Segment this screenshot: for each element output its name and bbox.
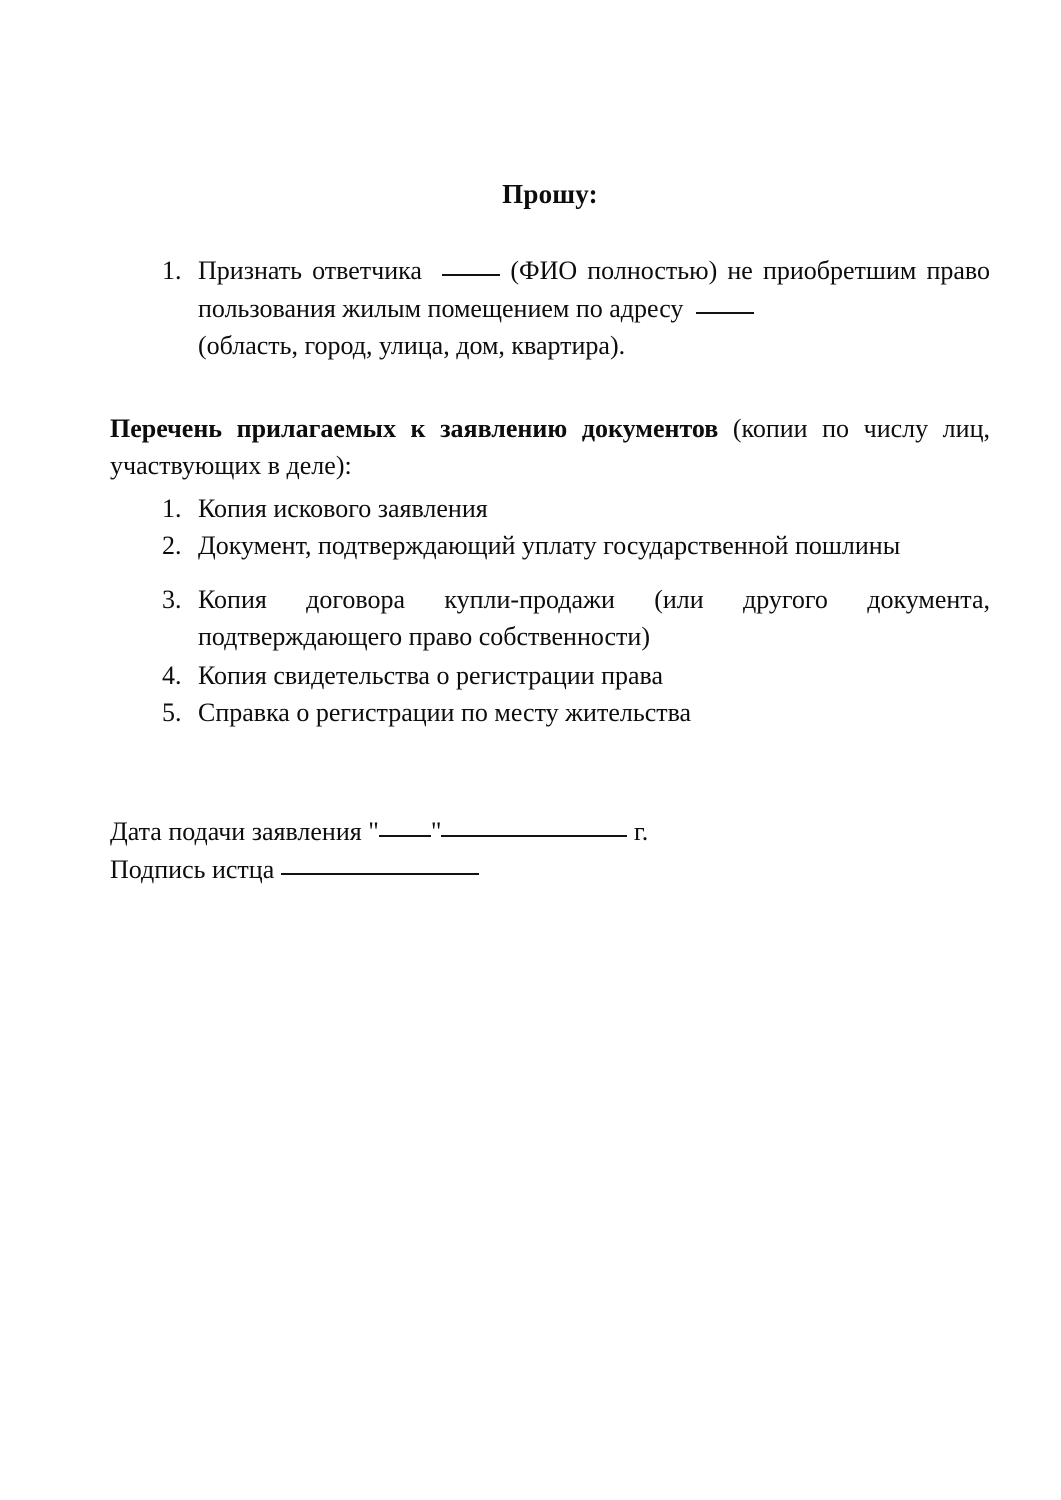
document-content — [110, 178, 990, 889]
attachment-item-2-text: Документ, подтверждающий уплату государственной пошлины — [198, 531, 901, 561]
signature-section — [110, 813, 990, 888]
attachment-item — [110, 527, 990, 564]
attachment-item — [110, 490, 990, 527]
attachment-item-4-marker: 4. — [162, 660, 182, 690]
request-list — [110, 252, 990, 364]
date-month-year-blank[interactable] — [441, 835, 627, 837]
address-blank[interactable] — [696, 312, 754, 314]
attachment-item — [110, 657, 990, 694]
attachment-item — [110, 694, 990, 731]
request-item-1-text-part3: (область, город, улица, дом, квартира). — [198, 330, 626, 360]
date-line — [110, 813, 990, 851]
page-title: Прошу: — [502, 179, 598, 209]
attachment-item-1-marker: 1. — [162, 494, 182, 524]
request-item-1 — [110, 252, 990, 364]
attachment-item-2-marker: 2. — [162, 531, 182, 561]
quote-open: " — [368, 817, 379, 847]
request-item-1-text-part2: (ФИО полностью) не приобретшим право пользования жилым помещением по адресу — [198, 256, 991, 323]
attachment-item-1-text: Копия искового заявления — [198, 494, 488, 524]
request-item-1-text-part1: Признать ответчика — [198, 256, 422, 286]
quote-close: " — [430, 817, 442, 847]
attachments-section — [110, 410, 990, 731]
request-item-1-marker: 1. — [162, 256, 182, 286]
attachment-item-3-marker: 3. — [162, 584, 182, 614]
attachment-item-3-text: Копия договора купли-продажи (или другого документа, подтверждающего право собственности) — [198, 584, 990, 651]
attachments-heading-rest: (копии по числу лиц, участвующих в деле): — [110, 413, 990, 481]
attachment-item-5-marker: 5. — [162, 698, 182, 728]
attachment-item-5-text: Справка о регистрации по месту жительства — [198, 698, 692, 728]
respondent-name-blank[interactable] — [442, 274, 500, 276]
date-day-blank[interactable] — [379, 835, 431, 837]
attachment-item — [110, 581, 990, 655]
signature-line — [110, 851, 990, 889]
attachments-heading-bold: Перечень прилагаемых к заявлению документов — [110, 413, 719, 443]
attachment-list — [110, 490, 990, 731]
signature-label: Подпись истца — [110, 854, 275, 884]
signature-blank[interactable] — [281, 873, 479, 875]
attachment-item-4-text: Копия свидетельства о регистрации права — [198, 660, 663, 690]
date-label: Дата подачи заявления — [110, 817, 362, 847]
year-suffix: г. — [633, 817, 649, 847]
attachments-heading — [110, 410, 990, 484]
